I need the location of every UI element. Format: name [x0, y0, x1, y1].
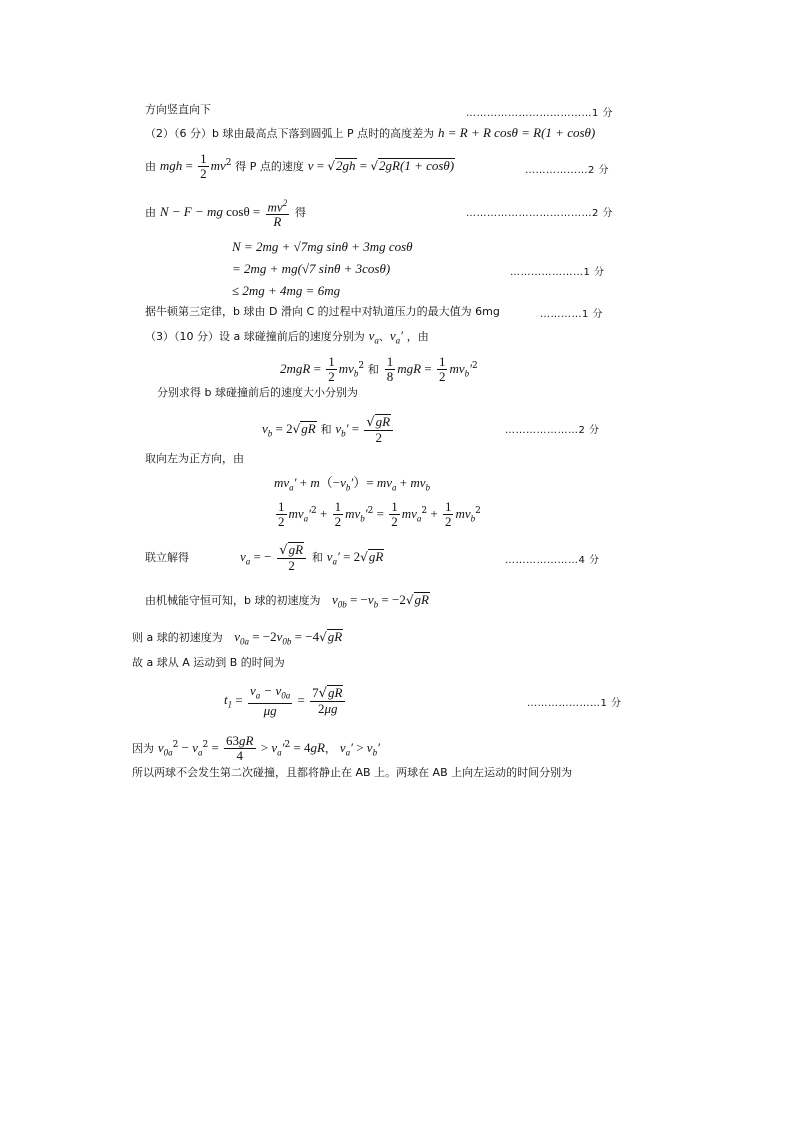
direction-setup: 取向左为正方向，由 [145, 452, 244, 465]
comparison-line: 因为 $v_{0a}^2 - v_a^2$ = $\frac{63gR}{4}$ > $v_a'^2 = 4gR$， $v_a' > v_b'$ [132, 733, 380, 763]
score-mark: ………………2 分 [525, 165, 610, 176]
b-initial-speed: 由机械能守恒可知，b 球的初速度为 $v_{0b} = -v_b = -2√gR$ [145, 592, 429, 610]
a-initial-speed: 则 a 球的初速度为 $v_{0a} = -2v_{0b} = -4√gR$ [132, 629, 343, 647]
score-mark: …………1 分 [540, 309, 604, 320]
score-mark: …………………2 分 [505, 425, 600, 436]
height-formula: h = R + R cosθ = R(1 + cosθ) [438, 125, 596, 140]
solve-label: 联立解得 [145, 551, 189, 564]
part2-intro: （2）（6 分）b 球由最高点下落到圆弧上 P 点时的高度差为 [145, 127, 435, 140]
time-intro: 故 a 球从 A 运动到 B 的时间为 [132, 656, 285, 669]
score-mark: …………………4 分 [505, 555, 600, 566]
normal-force-line: 由 N − F − mg cosθ = $\frac{mv^2}{R}$ 得 [145, 198, 307, 230]
score-mark: …………………1 分 [527, 698, 622, 709]
conclusion-line: 所以两球不会发生第二次碰撞，且都将静止在 AB 上。两球在 AB 上向左运动的时间分别为 [132, 766, 573, 779]
score-mark: ………………………………1 分 [466, 108, 614, 119]
energy-equations: 2mgR = $\frac{1}{2}$ $mv_b^2$ 和 $\frac{1}{8}$ mgR = $\frac{1}{2}$ $mv_b'^2$ [280, 354, 478, 384]
line-direction: 方向竖直向下 [145, 103, 211, 116]
score-mark: ………………………………2 分 [466, 208, 614, 219]
b-speeds: $v_b = 2√gR$ 和 $v_b'$ = $\frac{√gR}{2}$ [262, 414, 395, 445]
speed-intro: 分别求得 b 球碰撞前后的速度大小分别为 [157, 386, 358, 399]
part3-intro: （3）（10 分）设 a 球碰撞前后的速度分别为 $v_a$、$v_a'$ ，由 [145, 328, 429, 346]
momentum-equation: $mv_a' + m(-v_b')= mv_a + mv_b$ [274, 475, 430, 493]
kinetic-energy-equation: $\frac{1}{2}$ $mv_a'^2$ + $\frac{1}{2}$ $mv_b'^2$ = $\frac{1}{2}$ $mv_a^2$ + $\frac{1}{2}$ $mv_b^2$ [278, 499, 481, 529]
energy-line: 由 mgh = $\frac{1}{2}$ $mv^2$ 得 P 点的速度 v = √2gh = √2gR(1 + cosθ) [145, 151, 455, 181]
newton-third-law-line: 据牛顿第三定律，b 球由 D 滑向 C 的过程中对轨道压力的最大值为 6mg [145, 305, 500, 318]
normal-force-eq-3: ≤ 2mg + 4mg = 6mg [232, 283, 341, 298]
normal-force-eq-2: = 2mg + mg(√7 sinθ + 3cosθ) [232, 261, 391, 276]
time-formula: $t_1$ = $\frac{v_a - v_{0a}}{\mu g}$ = $\frac{7√gR}{2\mu g}$ [224, 684, 347, 718]
score-mark: …………………1 分 [510, 267, 605, 278]
a-speeds: $v_a$ = − $\frac{√gR}{2}$ 和 $v_a' = 2√gR$ [240, 542, 384, 573]
normal-force-eq-1: N = 2mg + √7mg sinθ + 3mg cosθ [232, 239, 413, 254]
